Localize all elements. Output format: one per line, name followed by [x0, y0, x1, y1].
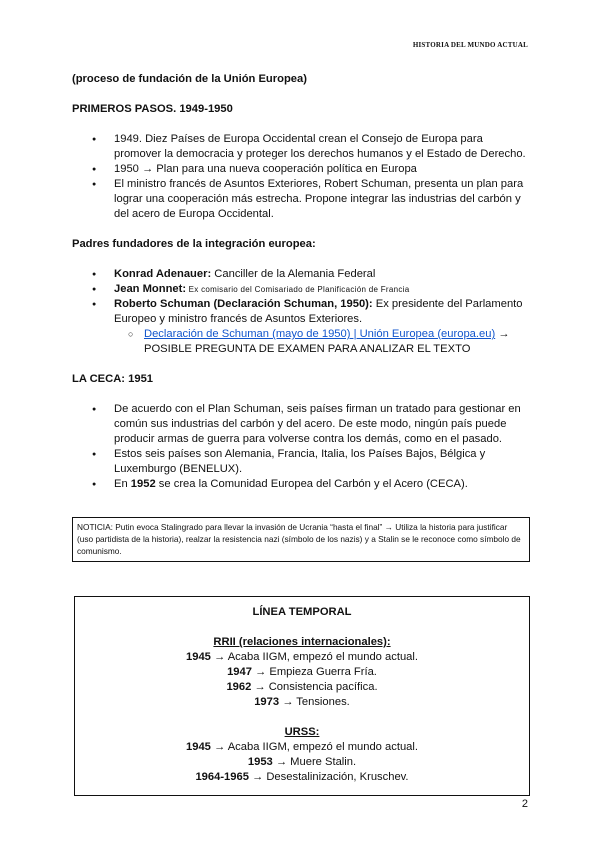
timeline-year: 1962 — [226, 681, 252, 693]
founder-name: Konrad Adenauer: — [114, 268, 212, 280]
timeline-event: → Desestalinización, Kruschev. — [248, 771, 409, 783]
noticia-box: NOTICIA: Putin evoca Stalingrado para llevar la invasión de Ucrania “hasta el final” → Utiliza la historia para justificar (uso partidista de la historia), realzar la resistencia nazi (símbolo de los nazis) y a Stalin se le reconoce como símbolo de comunismo. — [72, 517, 530, 562]
timeline-row — [81, 680, 523, 695]
text-fragment: se crea la Comunidad Europea del Carbón y el Acero (CECA). — [155, 478, 468, 490]
list-item: ● Estos seis países son Alemania, Francia, Italia, los Países Bajos, Bélgica y Luxemburgo (BENELUX). — [114, 447, 530, 477]
timeline-row — [81, 740, 523, 755]
exam-note: → POSIBLE PREGUNTA DE EXAMEN PARA ANALIZAR EL TEXTO — [144, 328, 510, 355]
list-item — [114, 282, 530, 297]
schuman-declaration-link[interactable]: Declaración de Schuman (mayo de 1950) | Unión Europea (europa.eu) — [144, 328, 496, 340]
sublist-item — [144, 327, 530, 357]
list-item — [114, 297, 530, 357]
sublist — [114, 327, 530, 357]
list-primeros-pasos — [72, 132, 530, 222]
year-1952: 1952 — [130, 478, 156, 490]
list-item — [114, 267, 530, 282]
timeline-row — [81, 650, 523, 665]
timeline-year: 1953 — [247, 756, 273, 768]
text-fragment: En — [114, 478, 131, 490]
timeline-row — [81, 665, 523, 680]
page-number: 2 — [521, 798, 528, 810]
timeline-event: → Empieza Guerra Fría. — [251, 666, 377, 678]
list-item: ● 1949. Diez Países de Europa Occidental crean el Consejo de Europa para promover la democracia y proteger los derechos humanos y el Estado de Derecho. — [114, 132, 530, 162]
page-content — [72, 72, 530, 796]
list-ceca — [72, 402, 530, 492]
timeline-year: 1945 — [186, 741, 211, 753]
timeline-row — [81, 770, 523, 785]
timeline-event: → Acaba IIGM, empezó el mundo actual. — [210, 741, 418, 753]
timeline-event: → Tensiones. — [279, 696, 350, 708]
timeline-year: 1945 — [186, 651, 211, 663]
urss-heading: URSS: — [284, 726, 320, 738]
timeline-year: 1964-1965 — [195, 771, 249, 783]
list-item: ● De acuerdo con el Plan Schuman, seis países firman un tratado para gestionar en común sus industrias del carbón y del acero. De este modo, ningún país puede producir armas de guerra para volverse contra los demás, como en el pasado. — [114, 402, 530, 447]
timeline-box — [74, 596, 530, 796]
rrii-heading: RRII (relaciones internacionales): — [213, 636, 391, 648]
list-item: ● 1950 → Plan para una nueva cooperación política en Europa — [114, 162, 530, 177]
founder-desc: Ex presidente del Parlamento Europeo y ministro francés de Asuntos Exteriores. — [114, 298, 523, 325]
list-padres-fundadores — [72, 267, 530, 357]
timeline-year: 1973 — [254, 696, 280, 708]
founder-desc: Ex comisario del Comisariado de Planificación de Francia — [186, 285, 410, 294]
subtitle: (proceso de fundación de la Unión Europea) — [72, 73, 307, 85]
timeline-row — [81, 695, 523, 710]
timeline-title: LÍNEA TEMPORAL — [252, 606, 352, 618]
founder-name: Jean Monnet: — [114, 283, 187, 295]
timeline-year: 1947 — [227, 666, 252, 678]
founder-desc: Canciller de la Alemania Federal — [211, 268, 376, 280]
timeline-event: → Muere Stalin. — [272, 756, 357, 768]
heading-ceca: LA CECA: 1951 — [72, 373, 154, 385]
list-item: ● El ministro francés de Asuntos Exteriores, Robert Schuman, presenta un plan para lograr una cooperación más estrecha. Propone integrar las industrias del carbón y del acero de Europa Occidental. — [114, 177, 530, 222]
heading-primeros-pasos: PRIMEROS PASOS. 1949-1950 — [72, 103, 233, 115]
founder-name: Roberto Schuman (Declaración Schuman, 1950): — [114, 298, 373, 310]
list-item — [114, 477, 530, 492]
running-header: HISTORIA DEL MUNDO ACTUAL — [412, 41, 528, 49]
timeline-event: → Consistencia pacífica. — [251, 681, 378, 693]
timeline-event: → Acaba IIGM, empezó el mundo actual. — [210, 651, 418, 663]
heading-padres-fundadores: Padres fundadores de la integración europea: — [72, 238, 316, 250]
timeline-row — [81, 755, 523, 770]
